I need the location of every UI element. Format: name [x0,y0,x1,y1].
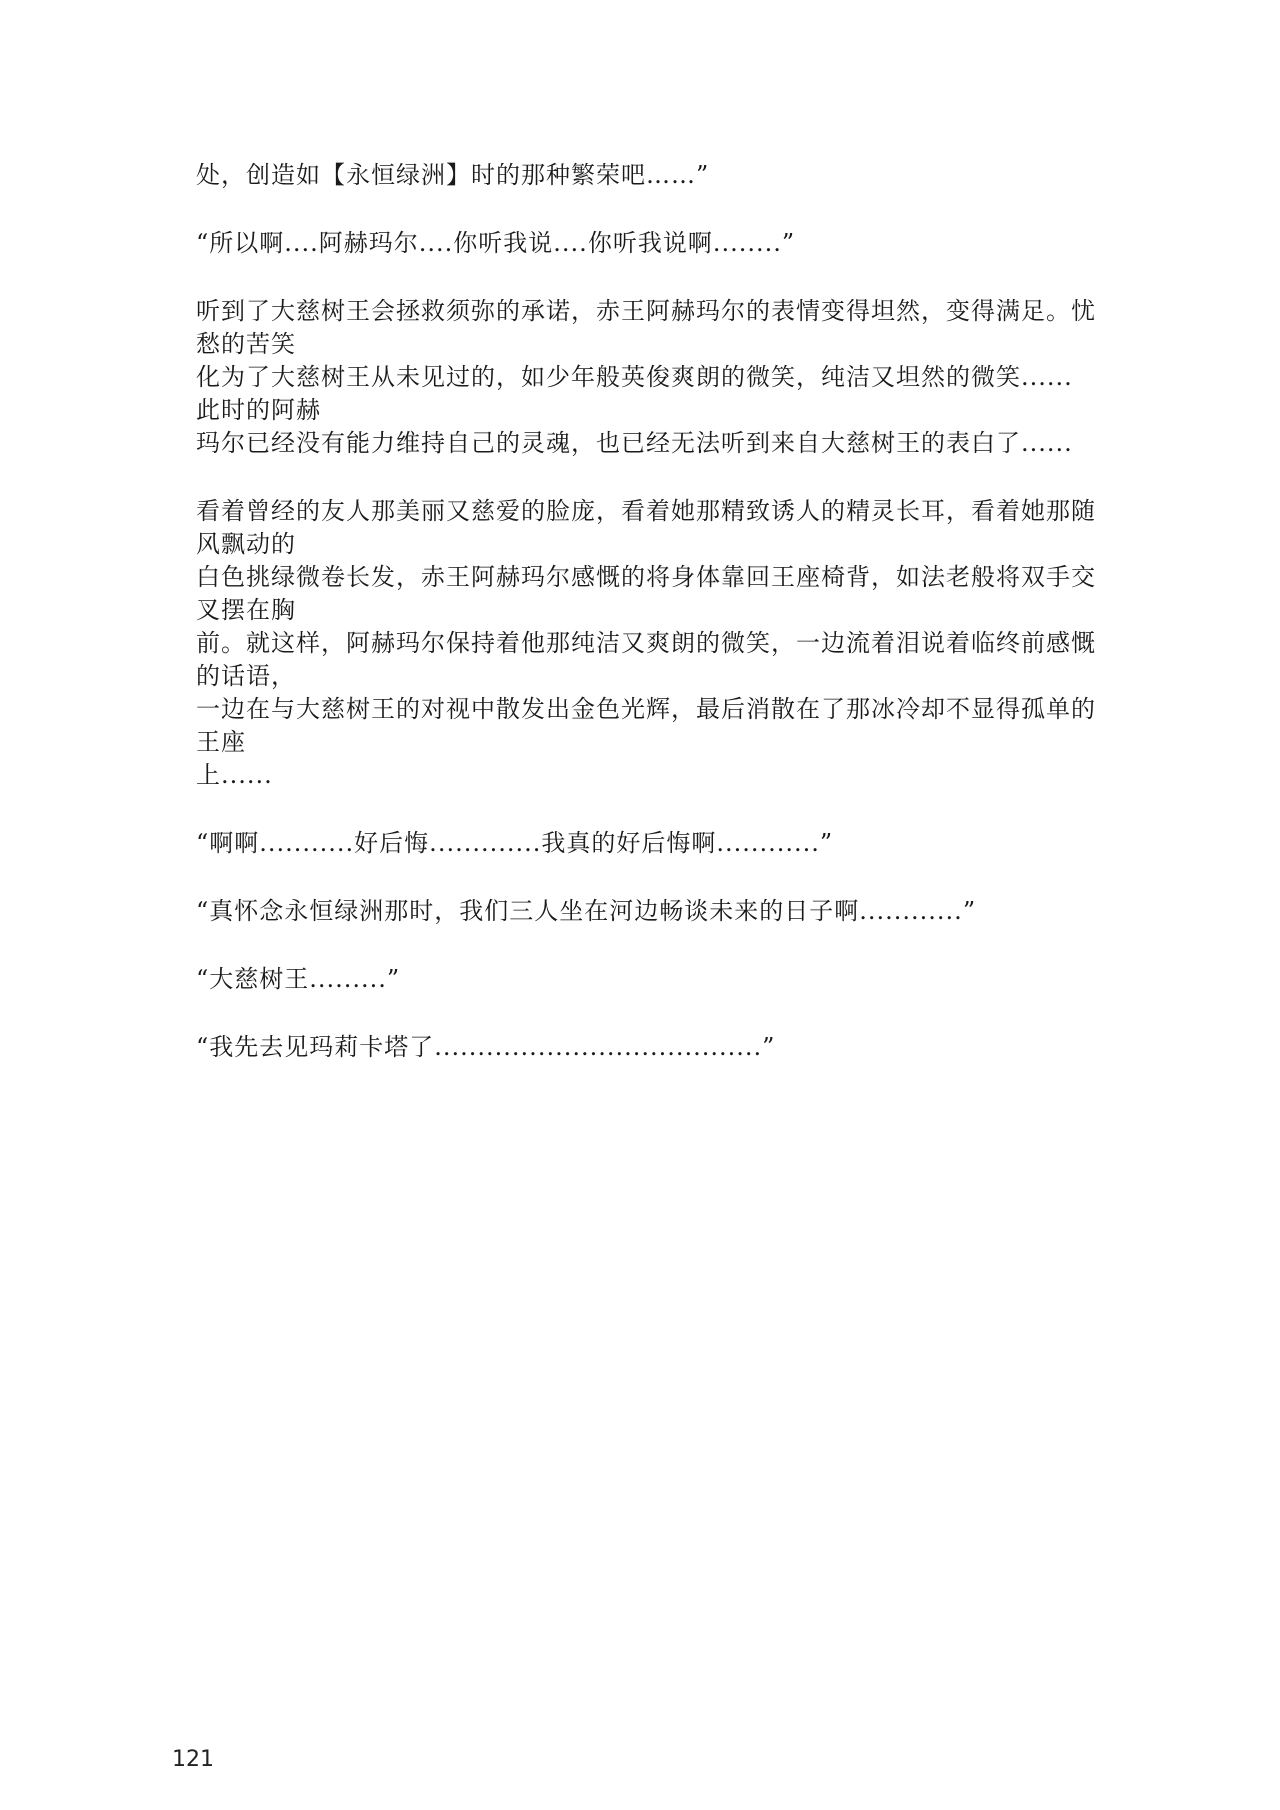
paragraph-line: 处，创造如【永恒绿洲】时的那种繁荣吧……” [196,161,710,189]
paragraph-line: 前。就这样，阿赫玛尔保持着他那纯洁又爽朗的微笑，一边流着泪说着临终前感慨的话语， [196,629,1096,690]
body-text [196,159,1096,1099]
paragraph [196,963,1096,996]
paragraph [196,895,1096,928]
paragraph [196,295,1096,460]
paragraph-line: “所以啊....阿赫玛尔....你听我说....你听我说啊........” [196,229,796,257]
paragraph-line: 一边在与大慈树王的对视中散发出金色光辉，最后消散在了那冰冷却不显得孤单的王座 [196,695,1096,756]
paragraph [196,1031,1096,1064]
page-number: 121 [172,1747,214,1772]
paragraph [196,495,1096,792]
paragraph [196,159,1096,192]
paragraph-line: 化为了大慈树王从未见过的，如少年般英俊爽朗的微笑，纯洁又坦然的微笑......此时的阿赫 [196,363,1073,424]
paragraph-line: “啊啊...........好后悔.............我真的好后悔啊............” [196,829,834,857]
paragraph-line: 上...... [196,761,273,789]
paragraph-line: “真怀念永恒绿洲那时，我们三人坐在河边畅谈未来的日子啊............” [196,897,977,925]
paragraph-line: “我先去见玛莉卡塔了......................................” [196,1033,776,1061]
paragraph [196,227,1096,260]
paragraph [196,827,1096,860]
paragraph-line: 玛尔已经没有能力维持自己的灵魂，也已经无法听到来自大慈树王的表白了...... [196,429,1073,457]
paragraph-line: 听到了大慈树王会拯救须弥的承诺，赤王阿赫玛尔的表情变得坦然，变得满足。忧愁的苦笑 [196,297,1096,358]
paragraph-line: 看着曾经的友人那美丽又慈爱的脸庞，看着她那精致诱人的精灵长耳，看着她那随风飘动的 [196,497,1096,558]
paragraph-line: 白色挑绿微卷长发，赤王阿赫玛尔感慨的将身体靠回王座椅背，如法老般将双手交叉摆在胸 [196,563,1096,624]
paragraph-line: “大慈树王.........” [196,965,401,993]
